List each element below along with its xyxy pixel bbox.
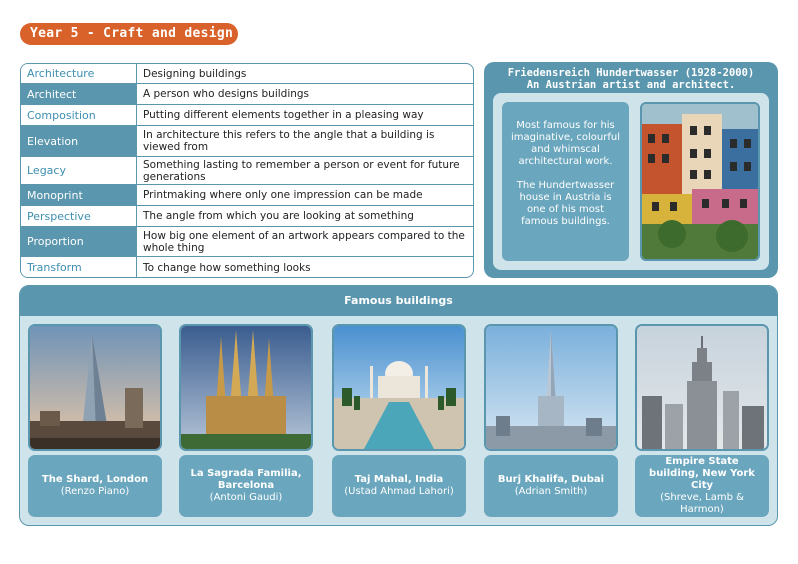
artist-title xyxy=(484,67,778,91)
vocab-term: Proportion xyxy=(21,227,137,256)
artist-text-2: The Hundertwasser house in Austria is one of his most famous buildings. xyxy=(516,180,615,227)
building-label xyxy=(28,455,162,517)
building-name: Empire State building, New York City xyxy=(649,456,755,491)
artist-title-line2: An Austrian artist and architect. xyxy=(526,79,736,91)
building-architect: (Renzo Piano) xyxy=(60,486,130,497)
building-card xyxy=(179,324,313,517)
vocab-row xyxy=(21,206,473,227)
building-label xyxy=(332,455,466,517)
vocab-definition: The angle from which you are looking at something xyxy=(143,210,414,222)
vocab-definition: Printmaking where only one impression can be made xyxy=(143,189,423,201)
artist-description xyxy=(502,102,629,261)
building-card xyxy=(332,324,466,517)
building-architect: (Adrian Smith) xyxy=(514,486,588,497)
hundertwasser-house-photo xyxy=(640,102,760,261)
burj-khalifa-photo xyxy=(484,324,618,451)
artist-panel xyxy=(484,62,778,278)
taj-mahal-photo xyxy=(332,324,466,451)
building-architect: (Antoni Gaudi) xyxy=(209,492,283,503)
vocab-definition: Designing buildings xyxy=(143,67,247,80)
vocabulary-table xyxy=(20,63,474,278)
the-shard-photo xyxy=(28,324,162,451)
building-name: Taj Mahal, India xyxy=(354,474,444,485)
vocab-definition: How big one element of an artwork appears compared to the whole thing xyxy=(143,229,465,254)
empire-state-photo xyxy=(635,324,769,451)
building-architect: (Ustad Ahmad Lahori) xyxy=(344,486,454,497)
vocab-definition: A person who designs buildings xyxy=(143,88,310,100)
building-label xyxy=(635,455,769,517)
vocab-row xyxy=(21,105,473,126)
building-name: Burj Khalifa, Dubai xyxy=(497,474,605,485)
vocab-row xyxy=(21,157,473,185)
vocab-definition: In architecture this refers to the angle that a building is viewed from xyxy=(143,129,435,153)
building-name: The Shard, London xyxy=(41,474,149,485)
famous-buildings-panel xyxy=(19,285,778,526)
sagrada-familia-photo xyxy=(179,324,313,451)
vocab-term: Elevation xyxy=(21,126,137,156)
vocab-term: Perspective xyxy=(21,206,137,226)
vocab-row xyxy=(21,126,473,157)
building-label xyxy=(484,455,618,517)
building-architect: (Shreve, Lamb & Harmon) xyxy=(660,492,744,515)
vocab-term: Architect xyxy=(21,84,137,104)
vocab-row xyxy=(21,64,473,84)
vocab-term: Architecture xyxy=(21,64,137,83)
building-card xyxy=(484,324,618,517)
vocab-term: Monoprint xyxy=(21,185,137,205)
vocab-term: Composition xyxy=(21,105,137,125)
page-title: Year 5 - Craft and design xyxy=(20,23,238,45)
vocab-row xyxy=(21,84,473,105)
vocab-row xyxy=(21,227,473,257)
vocab-definition: Putting different elements together in a pleasing way xyxy=(143,109,424,121)
artist-title-line1: Friedensreich Hundertwasser (1928-2000) xyxy=(507,67,755,79)
vocab-definition: Something lasting to remember a person or event for future generations xyxy=(143,158,460,183)
vocab-term: Transform xyxy=(21,257,137,278)
vocab-definition: To change how something looks xyxy=(143,261,311,274)
building-card xyxy=(635,324,769,517)
famous-buildings-heading: Famous buildings xyxy=(20,286,777,316)
building-name: La Sagrada Familia, Barcelona xyxy=(190,468,302,491)
vocab-row xyxy=(21,185,473,206)
vocab-row xyxy=(21,257,473,278)
building-label xyxy=(179,455,313,517)
artist-content xyxy=(493,93,769,270)
vocab-term: Legacy xyxy=(21,157,137,184)
artist-text-1: Most famous for his imaginative, colourful and whimscal architectural work. xyxy=(511,120,620,167)
building-card xyxy=(28,324,162,517)
